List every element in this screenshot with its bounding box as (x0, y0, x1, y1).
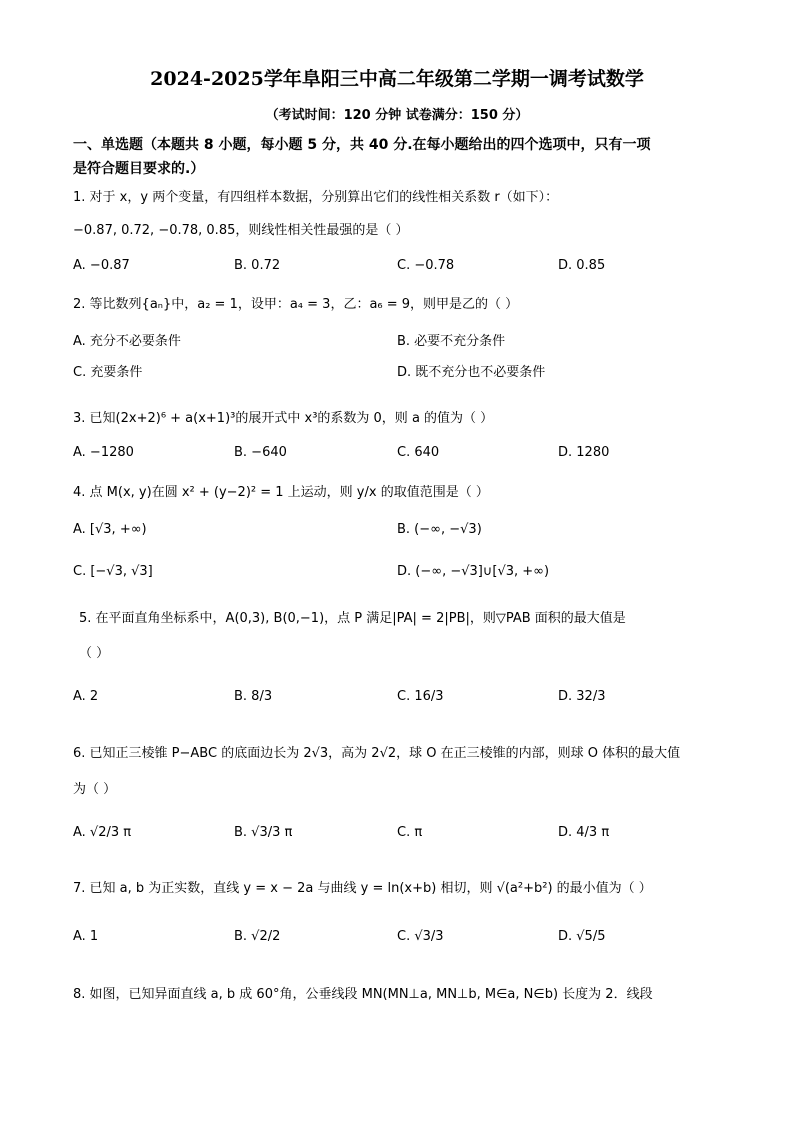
q5-option-a[interactable]: A. 2 (73, 689, 99, 704)
q2-option-d[interactable]: D. 既不充分也不必要条件 (397, 365, 546, 380)
exam-title: 2024-2025学年阜阳三中高二年级第二学期一调考试数学 (150, 68, 644, 90)
q4-option-d[interactable]: D. (−∞, −√3]∪[√3, +∞) (397, 564, 550, 579)
exam-subtitle: （考试时间：120 分钟 试卷满分：150 分） (265, 108, 529, 123)
q2-option-a[interactable]: A. 充分不必要条件 (73, 334, 181, 349)
q5-option-c[interactable]: C. 16/3 (397, 689, 444, 704)
question-6-text-1: 已知正三棱锥 P−ABC 的底面边长为 2√3，高为 2√2，球 O 在正三棱锥的内部，则球 O 体积的最大值 (89, 746, 681, 761)
question-1-line-1 (73, 186, 558, 205)
question-6-number: 6. (73, 746, 86, 761)
q7-option-b[interactable]: B. √2/2 (234, 929, 281, 944)
question-6-line-1 (73, 742, 680, 761)
q1-option-b[interactable]: B. 0.72 (234, 258, 281, 273)
question-5-number: 5. (79, 611, 92, 626)
question-5-line-2: （ ） (79, 646, 110, 661)
q3-option-a[interactable]: A. −1280 (73, 445, 134, 460)
q5-option-d[interactable]: D. 32/3 (558, 689, 606, 704)
q6-option-a[interactable]: A. √2/3 π (73, 825, 132, 840)
question-3-number: 3. (73, 411, 86, 426)
q4-option-b[interactable]: B. (−∞, −√3) (397, 522, 482, 537)
q4-option-c[interactable]: C. [−√3, √3] (73, 564, 153, 579)
question-1-line-2: −0.87, 0.72, −0.78, 0.85，则线性相关性最强的是（ ） (73, 223, 409, 238)
q1-option-a[interactable]: A. −0.87 (73, 258, 130, 273)
question-5-text-1: 在平面直角坐标系中，A(0,3), B(0,−1)，点 P 满足|PA| = 2|PB|，则▽PAB 面积的最大值是 (95, 611, 626, 626)
question-7-text-1: 已知 a, b 为正实数，直线 y = x − 2a 与曲线 y = ln(x+b) 相切，则 √(a²+b²) 的最小值为（ ） (89, 881, 652, 896)
q6-option-c[interactable]: C. π (397, 825, 423, 840)
question-4-line-1 (73, 481, 489, 500)
question-2-line-1 (73, 293, 518, 312)
question-6-line-2: 为（ ） (73, 782, 117, 797)
q5-option-b[interactable]: B. 8/3 (234, 689, 273, 704)
question-1-number: 1. (73, 190, 86, 205)
q3-option-d[interactable]: D. 1280 (558, 445, 610, 460)
question-1-text-1: 对于 x，y 两个变量，有四组样本数据，分别算出它们的线性相关系数 r（如下）： (89, 190, 559, 205)
question-8-text-1: 如图，已知异面直线 a, b 成 60°角，公垂线段 MN(MN⊥a, MN⊥b, M∈a, N∈b) 长度为 2．线段 (89, 987, 653, 1002)
question-4-text-1: 点 M(x, y)在圆 x² + (y−2)² = 1 上运动，则 y/x 的取值范围是（ ） (89, 485, 489, 500)
question-5-line-1 (79, 607, 626, 626)
question-4-number: 4. (73, 485, 86, 500)
question-2-text-1: 等比数列{aₙ}中，a₂ = 1，设甲：a₄ = 3，乙：a₆ = 9，则甲是乙的（ ） (89, 297, 519, 312)
q2-option-c[interactable]: C. 充要条件 (73, 365, 143, 380)
q7-option-d[interactable]: D. √5/5 (558, 929, 606, 944)
question-2-number: 2. (73, 297, 86, 312)
q3-option-b[interactable]: B. −640 (234, 445, 287, 460)
question-8-line-1 (73, 983, 653, 1002)
question-3-text-1: 已知(2x+2)⁶ + a(x+1)³的展开式中 x³的系数为 0，则 a 的值为（ ） (89, 411, 494, 426)
question-3-line-1 (73, 407, 493, 426)
q7-option-a[interactable]: A. 1 (73, 929, 99, 944)
q7-option-c[interactable]: C. √3/3 (397, 929, 444, 944)
q1-option-d[interactable]: D. 0.85 (558, 258, 606, 273)
question-7-line-1 (73, 877, 652, 896)
section-heading-line2: 是符合题目要求的.） (73, 161, 205, 177)
q2-option-b[interactable]: B. 必要不充分条件 (397, 334, 506, 349)
q4-option-a[interactable]: A. [√3, +∞) (73, 522, 147, 537)
q3-option-c[interactable]: C. 640 (397, 445, 440, 460)
section-heading-line1: 一、单选题（本题共 8 小题，每小题 5 分，共 40 分.在每小题给出的四个选项中，只有一项 (73, 137, 651, 153)
q6-option-b[interactable]: B. √3/3 π (234, 825, 293, 840)
q1-option-c[interactable]: C. −0.78 (397, 258, 455, 273)
question-7-number: 7. (73, 881, 86, 896)
q6-option-d[interactable]: D. 4/3 π (558, 825, 610, 840)
question-8-number: 8. (73, 987, 86, 1002)
